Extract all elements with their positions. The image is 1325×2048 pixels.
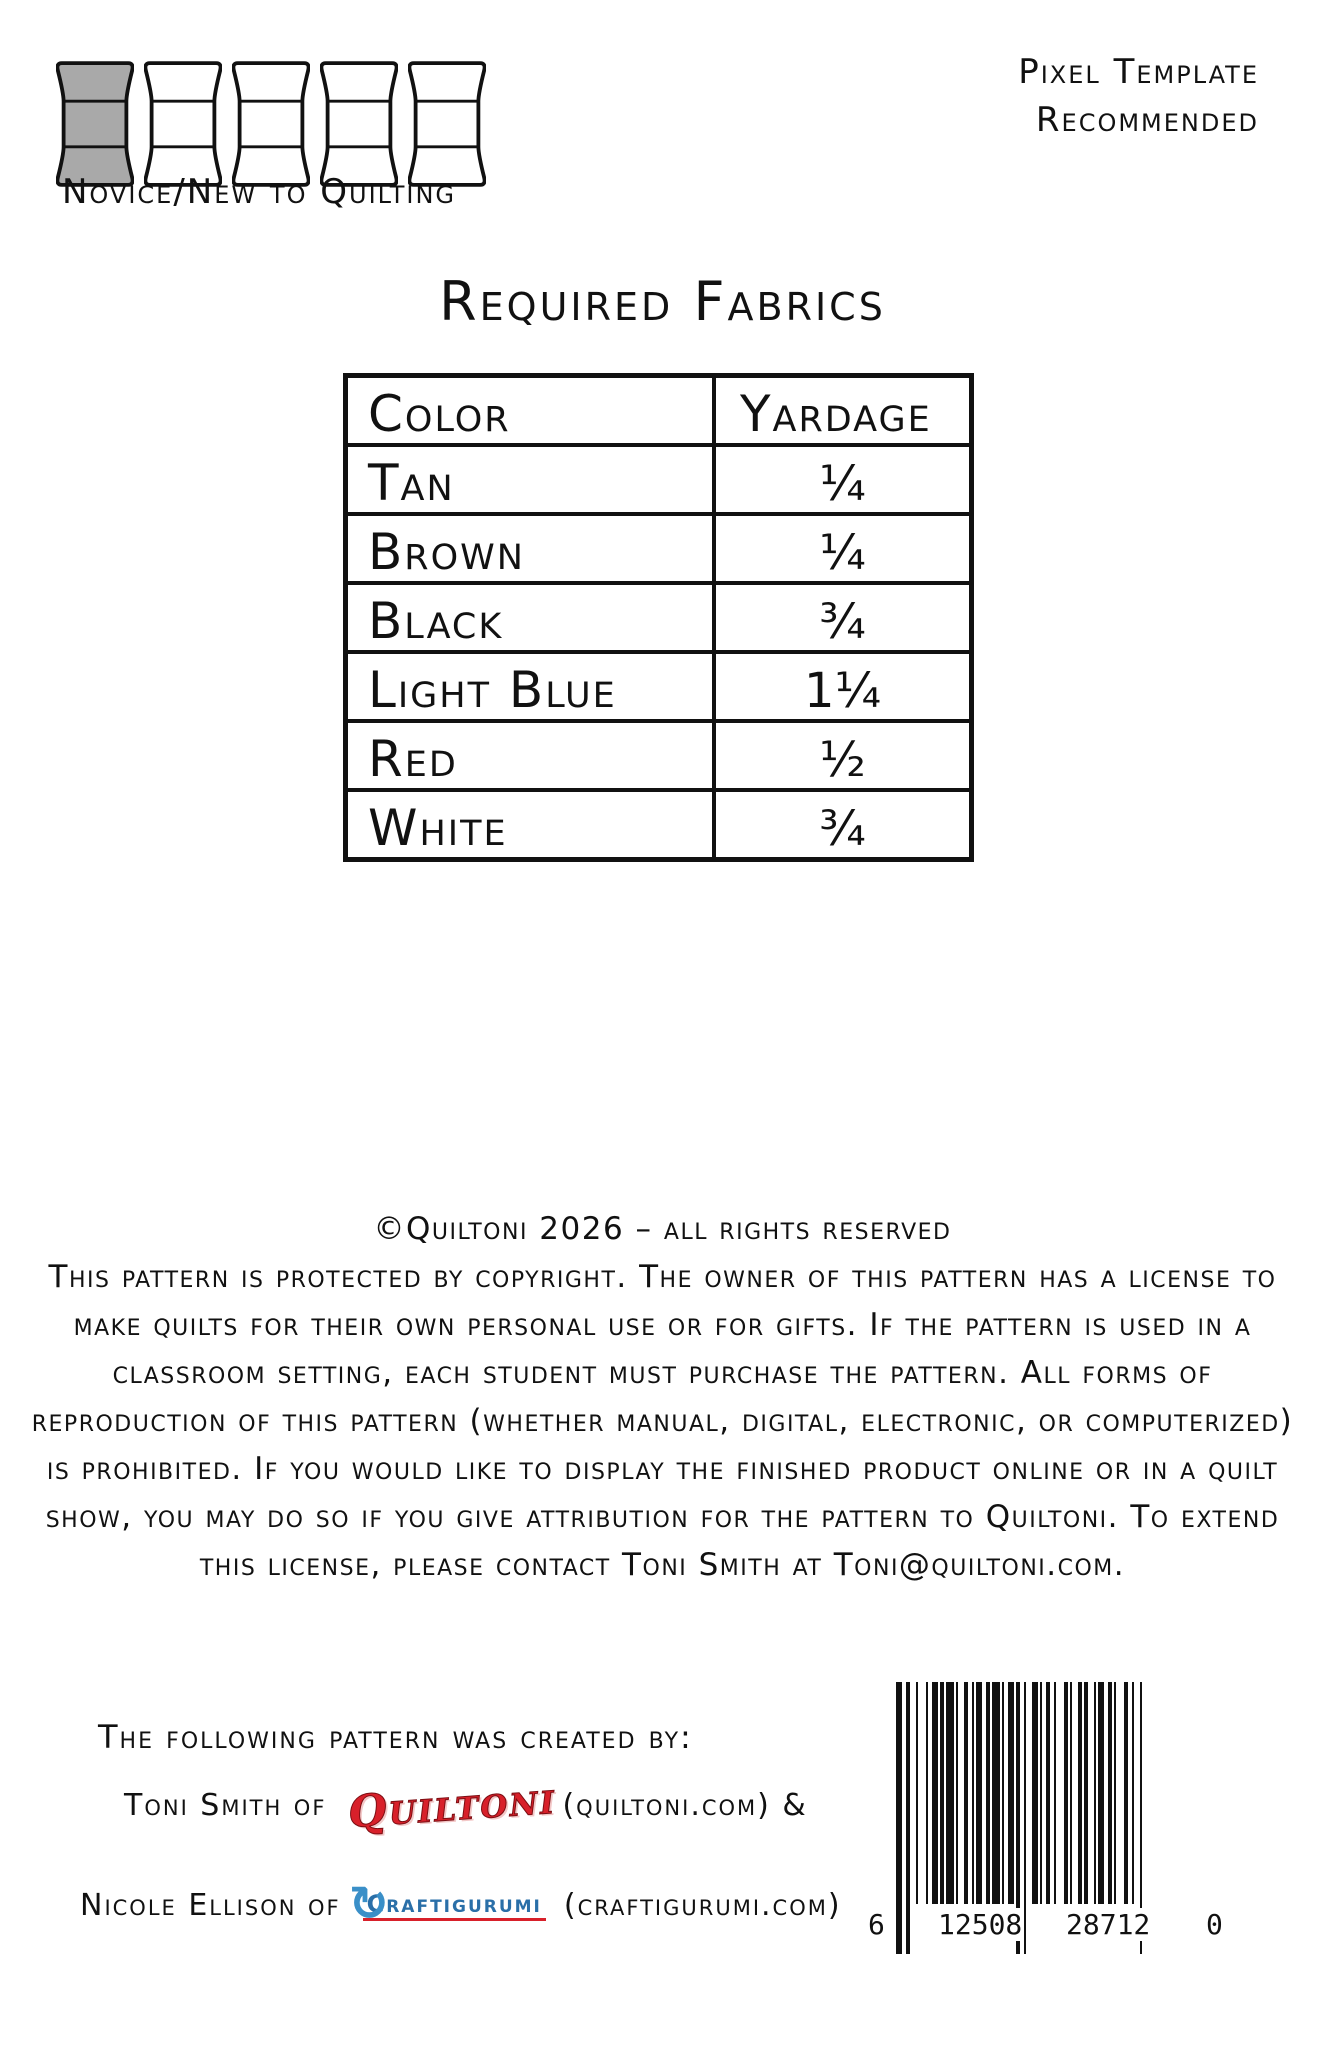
template-note-line2: Recommended [1035, 100, 1259, 140]
barcode-bar [1098, 1682, 1104, 1904]
credits-heading: The following pattern was created by: [98, 1718, 693, 1756]
author1-url: (quiltoni.com) & [562, 1788, 808, 1823]
barcode-bar [932, 1682, 938, 1904]
barcode-bar [1124, 1682, 1128, 1904]
table-row [346, 445, 972, 514]
table-row [346, 583, 972, 652]
table-row [346, 652, 972, 721]
barcode-bar [976, 1682, 982, 1904]
fabric-yardage: ¼ [714, 445, 972, 514]
table-header-row [346, 376, 972, 446]
fabric-yardage: ¾ [714, 583, 972, 652]
barcode-bar [1078, 1682, 1082, 1904]
barcode-bar [1108, 1682, 1112, 1904]
barcode-digit-left: 6 [868, 1908, 885, 1941]
fabric-color: Light Blue [346, 652, 715, 721]
barcode-bar [1070, 1682, 1072, 1904]
template-note-line1: Pixel Template [1018, 52, 1259, 92]
barcode-bar [1084, 1682, 1088, 1904]
barcode-bar [1002, 1682, 1004, 1904]
fabric-color: White [346, 790, 715, 860]
barcode-bar [1064, 1682, 1068, 1904]
table-row [346, 514, 972, 583]
author2-name: Nicole Ellison of [80, 1888, 341, 1923]
credit-author-1 [124, 1772, 808, 1839]
yarn-swirl-icon: ↻ [348, 1876, 391, 1932]
header-color: Color [346, 376, 715, 446]
barcode-group-2: 28712 [1066, 1908, 1151, 1941]
fabric-color: Red [346, 721, 715, 790]
copyright-body: This pattern is protected by copyright. The owner of this pattern has a license to make quilts for their own personal use or for gifts. If the pattern is used in a classroom setting, each student must purchase the pattern. All forms of reproduction of this pattern (whether manual, digital, electronic, or computerized) is prohibited. If you would like to display the finished product online or in a quilt show, you may do so if you give attribution for the pattern to Quiltoni. To extend this license, please contact Toni Smith at Toni@quiltoni.com. [31, 1259, 1294, 1583]
barcode-bar [972, 1682, 974, 1904]
quiltoni-logo: Quiltoni [346, 1772, 558, 1839]
barcode-bar [946, 1682, 954, 1904]
header-yardage: Yardage [714, 376, 972, 446]
craftigurumi-logo-text: Craftigurumi [366, 1890, 542, 1918]
barcode-group-1: 12508 [938, 1908, 1023, 1941]
barcode-bar [1114, 1682, 1116, 1904]
barcode-bar [926, 1682, 928, 1904]
table-row [346, 790, 972, 860]
barcode-bar [896, 1682, 902, 1954]
fabric-yardage: ½ [714, 721, 972, 790]
fabric-yardage: ¼ [714, 514, 972, 583]
fabrics-title: Required Fabrics [439, 270, 886, 333]
barcode-bar [1054, 1682, 1056, 1904]
barcode-digit-right: 0 [1206, 1908, 1223, 1941]
barcode-bar [956, 1682, 958, 1904]
barcode-bar [1008, 1682, 1014, 1904]
fabric-color: Brown [346, 514, 715, 583]
barcode-bar [1046, 1682, 1050, 1904]
fabric-color: Black [346, 583, 715, 652]
author1-name: Toni Smith of [124, 1788, 327, 1823]
fabrics-table [343, 373, 974, 862]
barcode-bar [1094, 1682, 1096, 1904]
barcode-bar [1024, 1682, 1026, 1954]
barcode-bar [986, 1682, 990, 1904]
credit-author-2 [80, 1876, 842, 1932]
author2-url: (craftigurumi.com) [563, 1888, 842, 1923]
fabric-yardage: ¾ [714, 790, 972, 860]
barcode-bar [940, 1682, 944, 1904]
barcode-bar [1040, 1682, 1042, 1904]
copyright-notice [30, 1205, 1295, 1589]
template-note [1018, 48, 1259, 144]
barcode-bar [964, 1682, 968, 1904]
table-row [346, 721, 972, 790]
craftigurumi-logo [348, 1876, 546, 1932]
fabric-color: Tan [346, 445, 715, 514]
copyright-line: ©Quiltoni 2026 – all rights reserved [373, 1211, 952, 1247]
fabric-yardage: 1¼ [714, 652, 972, 721]
barcode-bar [1132, 1682, 1134, 1904]
barcode-bar [916, 1682, 918, 1904]
skill-level-label: Novice/New to Quilting [62, 172, 457, 212]
barcode-bar [906, 1682, 910, 1954]
barcode-bar [992, 1682, 1000, 1904]
barcode-bar [1032, 1682, 1038, 1904]
